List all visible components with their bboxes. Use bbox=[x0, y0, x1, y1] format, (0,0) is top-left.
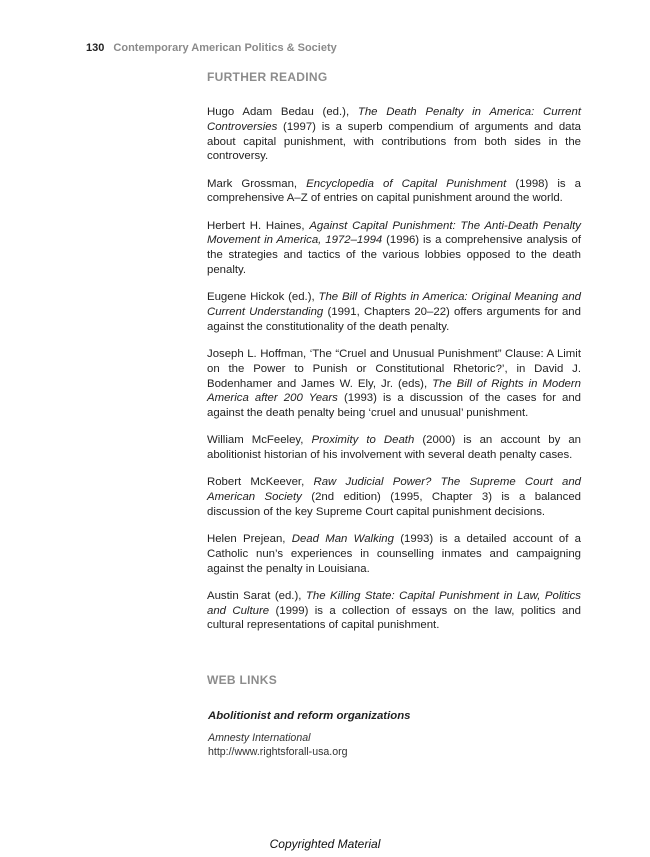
reference-entry: William McFeeley, Proximity to Death (2000) is an account by an abolitionist historian of his involvement with several death penalty cases. bbox=[207, 434, 582, 462]
book-title: The Death Penalty in America: Current Controversies bbox=[207, 106, 581, 133]
reference-entry: Helen Prejean, Dead Man Walking (1993) is a detailed account of a Catholic nun’s experiences in counselling inmates and campaigning against the penalty in Louisiana. bbox=[207, 533, 581, 575]
reference-entry: Herbert H. Haines, Against Capital Punishment: The Anti-Death Penalty Movement in America, 1972–1994 (1996) is a comprehensive analysis of the strategies and tactics of the various lobbies opposed to the death penalty. bbox=[207, 219, 581, 276]
book-title: The Killing State: Capital Punishment in Law, Politics and Culture bbox=[207, 589, 581, 617]
book-title: Dead Man Walking bbox=[291, 533, 394, 546]
reference-entry: Mark Grossman, Encyclopedia of Capital Punishment (1998) is a comprehensive A–Z of entries on capital punishment around the world. bbox=[207, 177, 582, 205]
organization-url: http://www.rightsforall-usa.org bbox=[208, 746, 348, 758]
page-number: 130 bbox=[86, 42, 105, 54]
reference-entry: Hugo Adam Bedau (ed.), The Death Penalty in America: Current Controversies (1997) is a superb compendium of arguments and data about capital punishment, with contributions from both sides in the controversy. bbox=[207, 106, 581, 163]
running-header bbox=[86, 42, 337, 54]
book-title: Proximity to Death bbox=[311, 434, 415, 447]
copyright-watermark: Copyrighted Material bbox=[269, 837, 381, 851]
book-title: Raw Judicial Power? The Supreme Court and American Society bbox=[207, 476, 581, 504]
further-reading-heading: FURTHER READING bbox=[207, 70, 328, 84]
book-title: Encyclopedia of Capital Punishment bbox=[306, 177, 507, 190]
running-title: Contemporary American Politics & Society bbox=[113, 42, 337, 54]
organization-name: Amnesty International bbox=[208, 732, 311, 744]
book-title: Against Capital Punishment: The Anti-Death Penalty Movement in America, 1972–1994 bbox=[207, 219, 581, 247]
reference-entry: Eugene Hickok (ed.), The Bill of Rights in America: Original Meaning and Current Understanding (1991, Chapters 20–22) offers arguments for and against the constitutionality of the death penalty. bbox=[207, 291, 581, 333]
book-title: The Bill of Rights in Modern America after 200 Years bbox=[207, 377, 581, 405]
web-links-heading: WEB LINKS bbox=[207, 673, 278, 687]
reference-entry: Austin Sarat (ed.), The Killing State: Capital Punishment in Law, Politics and Culture (1999) is a collection of essays on the law, politics and cultural representations of capital punishment. bbox=[207, 589, 581, 632]
reference-entry: Robert McKeever, Raw Judicial Power? The Supreme Court and American Society (2nd edition) (1995, Chapter 3) is a balanced discussion of the key Supreme Court capital punishment decisions. bbox=[207, 476, 581, 518]
reference-entry: Joseph L. Hoffman, ‘The “Cruel and Unusual Punishment” Clause: A Limit on the Power to Punish or Constitutional Rhetoric?’, in David J. Bodenhamer and James W. Ely, Jr. (eds), The Bill of Rights in Modern America after 200 Years (1993) is a discussion of the cases for and against the death penalty being ‘cruel and unusual’ punishment. bbox=[207, 347, 581, 420]
reference-list bbox=[207, 105, 581, 646]
book-title: The Bill of Rights in America: Original Meaning and Current Understanding bbox=[207, 291, 581, 318]
web-links-subheading: Abolitionist and reform organizations bbox=[208, 710, 411, 722]
